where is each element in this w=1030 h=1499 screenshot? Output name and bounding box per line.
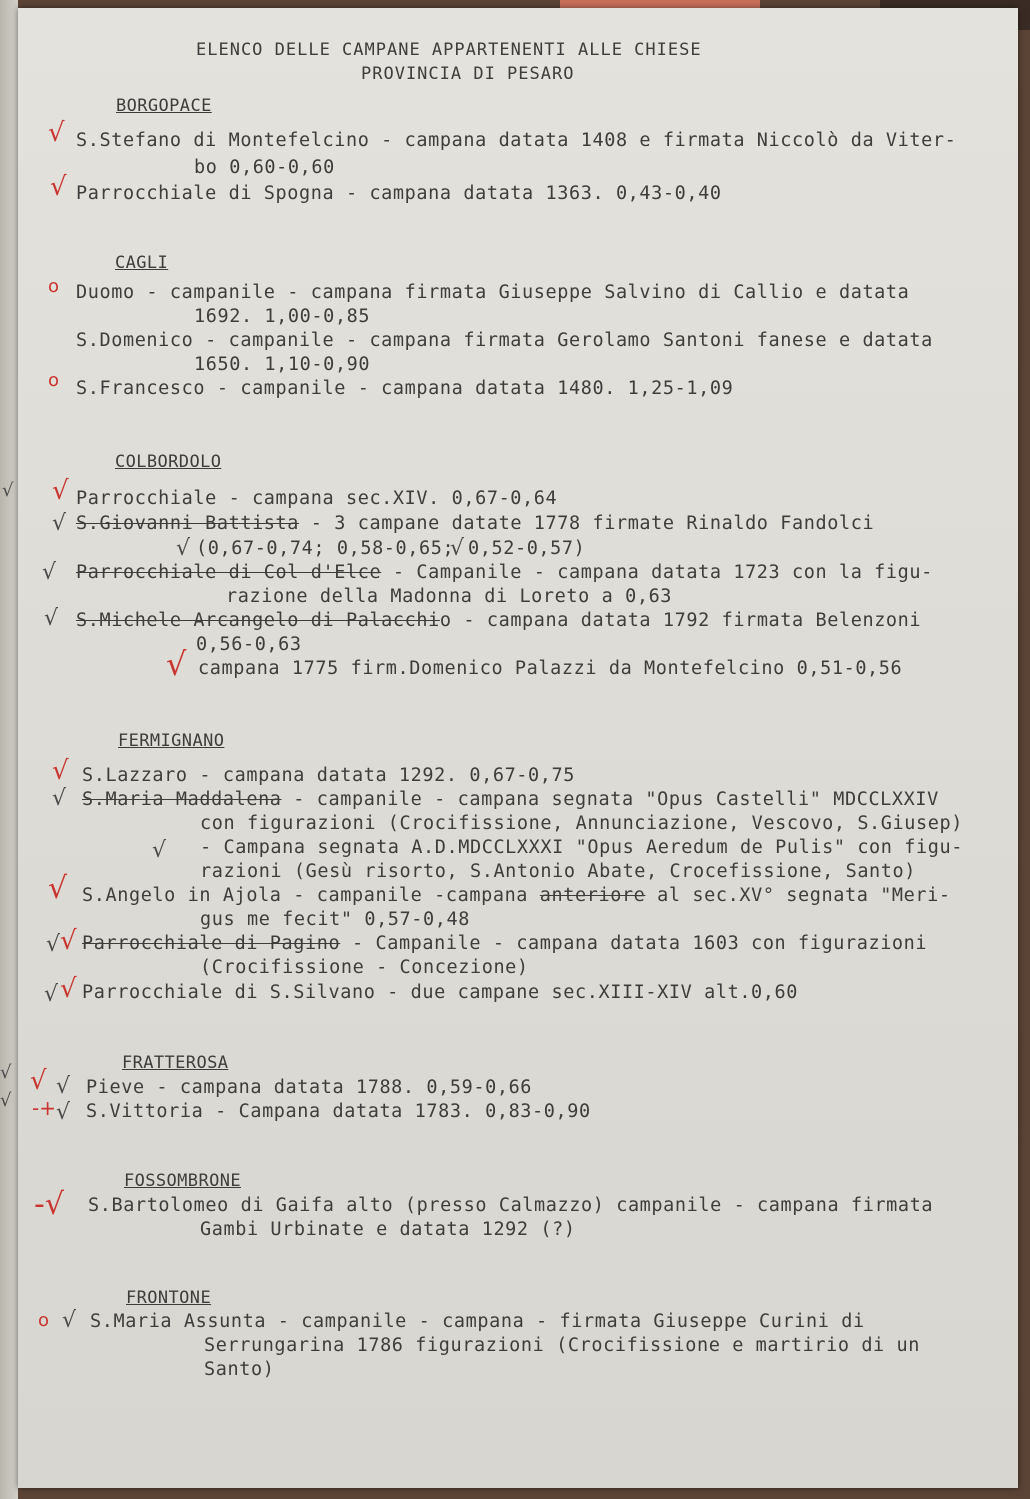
- section-heading-fratterosa: FRATTEROSA: [122, 1053, 229, 1073]
- entry-line: S.Francesco - campanile - campana datata 1480. 1,25-1,09: [76, 378, 734, 399]
- entry-line: Serrungarina 1786 figurazioni (Crocifissione e martirio di un: [204, 1335, 921, 1356]
- red-dash-mark: -+: [32, 1096, 56, 1120]
- pencil-check-mark: √: [450, 536, 465, 561]
- pencil-check-mark: √: [62, 1308, 77, 1333]
- pencil-check-mark: √: [52, 511, 67, 536]
- entry-line: 0,56-0,63: [196, 634, 302, 655]
- red-check-mark: √: [52, 756, 69, 786]
- section-heading-fermignano: FERMIGNANO: [118, 731, 225, 751]
- entry-line: 1650. 1,10-0,90: [194, 354, 371, 375]
- entry-line: S.Domenico - campanile - campana firmata Gerolamo Santoni fanese e datata: [76, 330, 933, 351]
- pencil-check-mark: √: [56, 1074, 71, 1099]
- entry-line: Gambi Urbinate e datata 1292 (?): [200, 1219, 576, 1240]
- section-heading-frontone: FRONTONE: [126, 1288, 212, 1308]
- entry-line: S.Lazzaro - campana datata 1292. 0,67-0,75: [82, 765, 575, 786]
- red-check-mark: √: [60, 974, 77, 1004]
- section-heading-borgopace: BORGOPACE: [116, 96, 212, 116]
- pencil-check-mark: √: [42, 560, 57, 585]
- pencil-check-mark: √: [2, 480, 14, 501]
- entry-line: Santo): [204, 1359, 275, 1380]
- page-edge: [0, 0, 18, 1499]
- entry-line: Parrocchiale di Col d'Elce - Campanile - campana datata 1723 con la figu-: [76, 562, 933, 583]
- entry-line: bo 0,60-0,60: [194, 157, 335, 178]
- entry-line: con figurazioni (Crocifissione, Annunciazione, Vescovo, S.Giusep): [200, 813, 963, 834]
- entry-line: Parrocchiale di Pagino - Campanile - campana datata 1603 con figurazioni: [82, 933, 928, 954]
- section-heading-fossombrone: FOSSOMBRONE: [124, 1171, 241, 1191]
- red-check-mark: √: [166, 645, 187, 683]
- pencil-check-mark: √: [152, 838, 167, 863]
- pencil-check-mark: √: [52, 786, 67, 811]
- red-check-mark: √: [48, 118, 65, 148]
- section-heading-cagli: CAGLI: [115, 253, 169, 273]
- entry-line: razione della Madonna di Loreto a 0,63: [226, 586, 673, 607]
- red-check-mark: √: [60, 926, 77, 956]
- entry-line: Parrocchiale di S.Silvano - due campane sec.XIII-XIV alt.0,60: [82, 982, 799, 1003]
- red-circle-mark: o: [38, 1310, 50, 1331]
- red-circle-mark: o: [48, 370, 60, 391]
- red-check-mark: -√: [34, 1187, 64, 1222]
- entry-line: S.Michele Arcangelo di Palacchio - campana datata 1792 firmata Belenzoni: [76, 610, 922, 631]
- entry-line: campana 1775 firm.Domenico Palazzi da Montefelcino 0,51-0,56: [198, 658, 903, 679]
- entry-line: Pieve - campana datata 1788. 0,59-0,66: [86, 1077, 533, 1098]
- entry-line: 0,52-0,57): [468, 538, 586, 559]
- entry-line: S.Vittoria - Campana datata 1783. 0,83-0,90: [86, 1101, 591, 1122]
- red-check-mark: √: [50, 172, 67, 202]
- section-heading-colbordolo: COLBORDOLO: [115, 452, 222, 472]
- document-title: ELENCO DELLE CAMPANE APPARTENENTI ALLE CHIESE: [196, 40, 702, 60]
- entry-line: S.Maria Assunta - campanile - campana - firmata Giuseppe Curini di: [90, 1311, 865, 1332]
- entry-line: S.Stefano di Montefelcino - campana datata 1408 e firmata Niccolò da Viter-: [76, 130, 957, 151]
- pencil-check-mark: √: [46, 932, 61, 957]
- red-check-mark: √: [30, 1066, 47, 1096]
- entry-line: 1692. 1,00-0,85: [194, 306, 371, 327]
- red-circle-mark: o: [48, 276, 60, 297]
- entry-line: (0,67-0,74; 0,58-0,65;: [196, 538, 455, 559]
- entry-line: S.Maria Maddalena - campanile - campana segnata "Opus Castelli" MDCCLXXIV: [82, 789, 939, 810]
- pencil-check-mark: √: [0, 1090, 12, 1111]
- pencil-check-mark: √: [0, 1062, 12, 1083]
- entry-line: S.Angelo in Ajola - campanile -campana anteriore al sec.XV° segnata "Meri-: [82, 885, 951, 906]
- entry-line: Parrocchiale di Spogna - campana datata 1363. 0,43-0,40: [76, 183, 722, 204]
- document-subtitle: PROVINCIA DI PESARO: [361, 64, 575, 84]
- pencil-check-mark: √: [44, 982, 59, 1007]
- entry-line: S.Giovanni Battista - 3 campane datate 1778 firmate Rinaldo Fandolci: [76, 513, 875, 534]
- entry-line: Duomo - campanile - campana firmata Giuseppe Salvino di Callio e datata: [76, 282, 910, 303]
- entry-line: S.Bartolomeo di Gaifa alto (presso Calmazzo) campanile - campana firmata: [88, 1195, 934, 1216]
- entry-line: razioni (Gesù risorto, S.Antonio Abate, Crocefissione, Santo): [200, 861, 917, 882]
- red-check-mark: √: [52, 476, 69, 506]
- entry-line: - Campana segnata A.D.MDCCLXXXI "Opus Aeredum de Pulis" con figu-: [200, 837, 963, 858]
- typed-document-page: [18, 8, 1018, 1488]
- pencil-check-mark: √: [44, 606, 59, 631]
- pencil-check-mark: √: [176, 536, 191, 561]
- pencil-check-mark: √: [56, 1100, 71, 1125]
- entry-line: (Crocifissione - Concezione): [200, 957, 529, 978]
- red-check-mark: √: [48, 871, 68, 906]
- entry-line: gus me fecit" 0,57-0,48: [200, 909, 470, 930]
- entry-line: Parrocchiale - campana sec.XIV. 0,67-0,64: [76, 488, 558, 509]
